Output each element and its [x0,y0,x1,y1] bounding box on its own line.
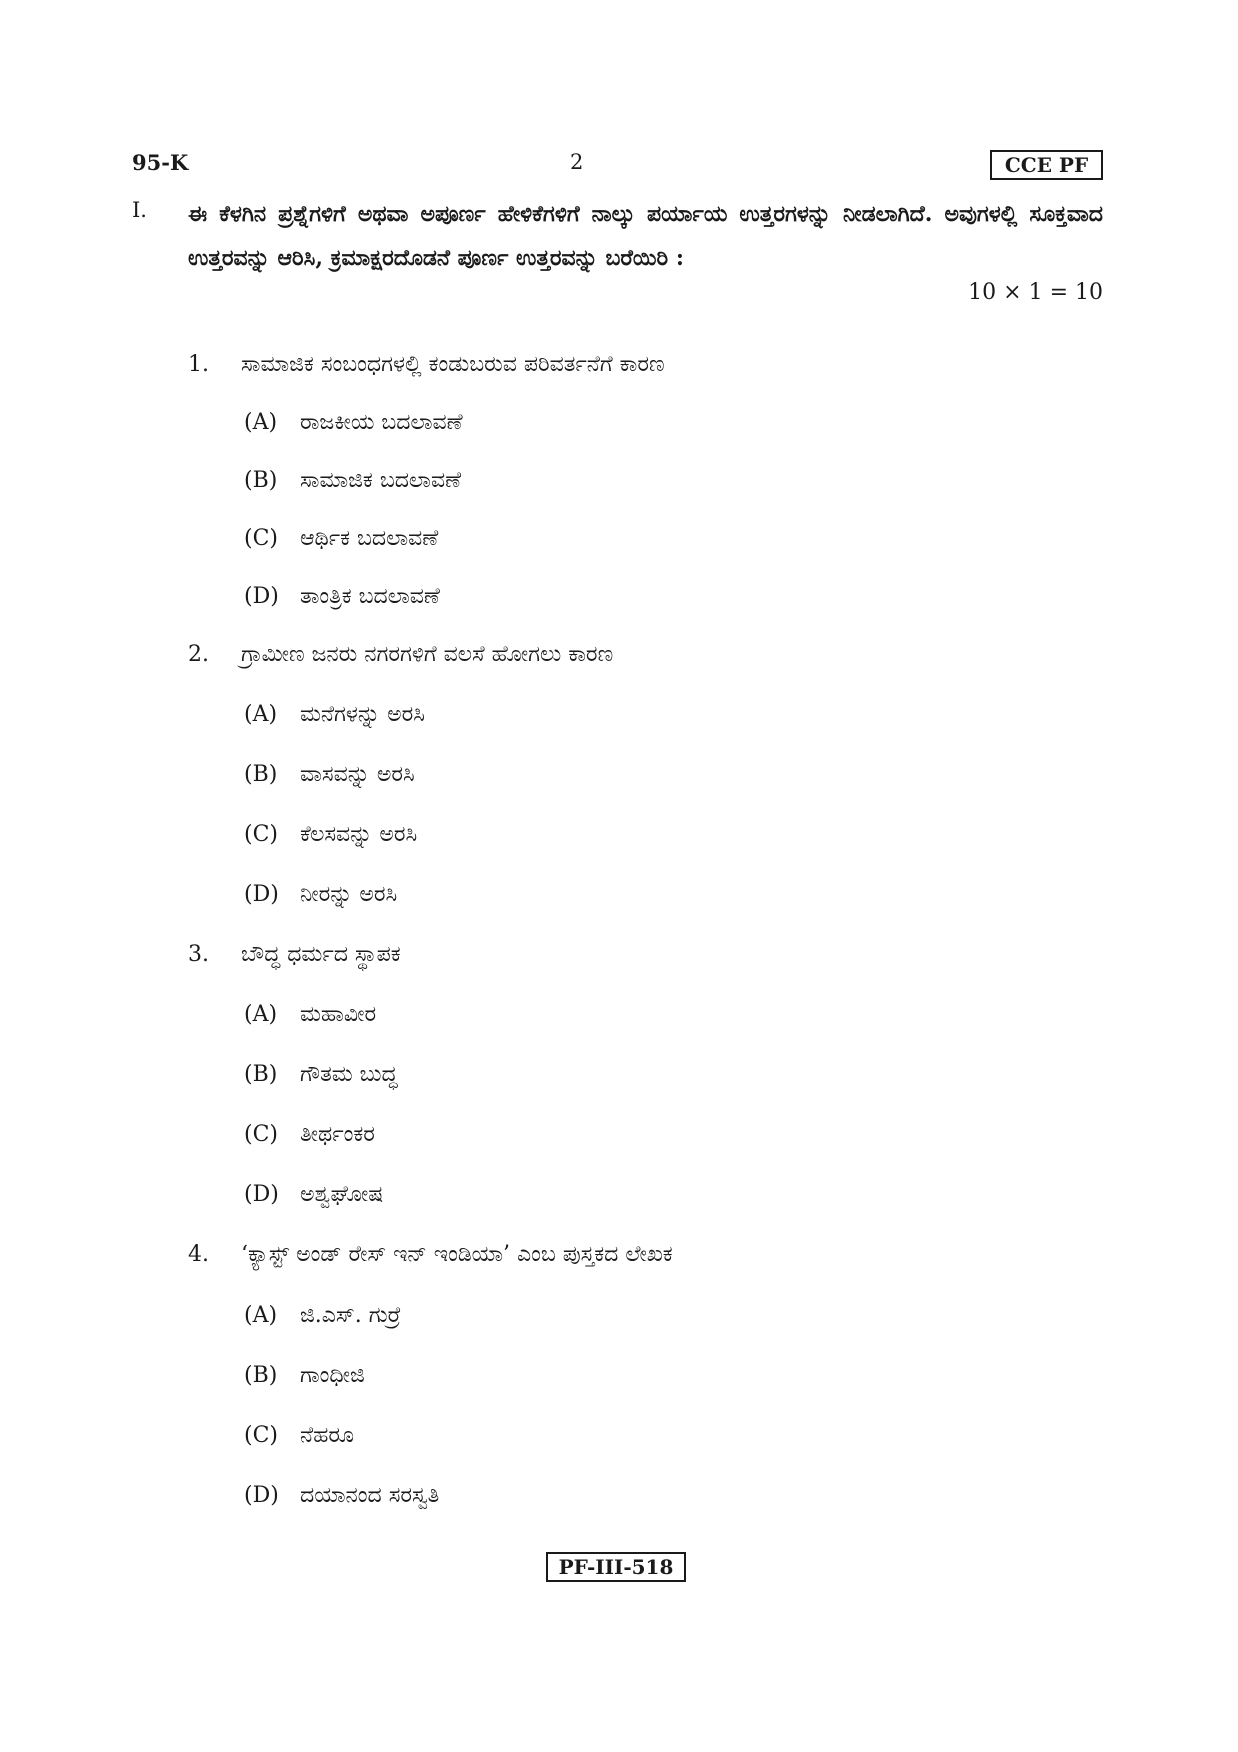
question-text: ‘ಕ್ಯಾಸ್ಟ್ ಅಂಡ್ ರೇಸ್ ಇನ್ ಇಂಡಿಯಾ’ ಎಂಬ ಪುಸ್ತಕದ ಲೇಖಕ [241,1242,673,1267]
option-text: ಜಿ.ಎಸ್. ಗುರ್ರೆ [300,1303,402,1328]
option-text: ಸಾಮಾಜಿಕ ಬದಲಾವಣೆ [300,468,462,493]
option-label: (A) [244,1002,278,1027]
option-label: (C) [244,1423,278,1448]
option-label: (A) [244,1303,278,1328]
option-text: ಮಹಾವೀರ [300,1002,377,1027]
section-number: I. [132,198,147,222]
option-label: (C) [244,1122,278,1147]
option-text: ಆರ್ಥಿಕ ಬದಲಾವಣೆ [300,526,439,551]
footer-code-box: PF-III-518 [546,1552,686,1582]
option-label: (D) [244,1182,279,1207]
option-text: ಗಾಂಧೀಜಿ [300,1363,365,1388]
question-number: 2. [188,642,209,667]
question-text: ಸಾಮಾಜಿಕ ಸಂಬಂಧಗಳಲ್ಲಿ ಕಂಡುಬರುವ ಪರಿವರ್ತನೆಗೆ ಕಾರಣ [241,352,665,377]
option-label: (C) [244,526,278,551]
option-label: (A) [244,702,278,727]
question-text: ಬೌದ್ಧ ಧರ್ಮದ ಸ್ಥಾಪಕ [241,942,401,967]
option-text: ದಯಾನಂದ ಸರಸ್ವತಿ [300,1483,440,1508]
option-label: (B) [244,468,278,493]
option-label: (B) [244,1363,278,1388]
option-text: ರಾಜಕೀಯ ಬದಲಾವಣೆ [300,410,463,435]
series-box: CCE PF [990,150,1103,180]
section-marks: 10 × 1 = 10 [968,280,1103,305]
option-label: (B) [244,1062,278,1087]
option-text: ತಾಂತ್ರಿಕ ಬದಲಾವಣೆ [300,584,440,609]
option-text: ನೀರನ್ನು ಅರಸಿ [300,882,398,907]
question-number: 1. [188,352,209,377]
option-label: (A) [244,410,278,435]
option-text: ತೀರ್ಥಂಕರ [300,1122,375,1147]
option-text: ಗೌತಮ ಬುದ್ಧ [300,1062,398,1087]
page-number: 2 [570,150,584,174]
question-number: 4. [188,1242,209,1267]
option-text: ಅಶ್ವಘೋಷ [300,1182,384,1207]
question-text: ಗ್ರಾಮೀಣ ಜನರು ನಗರಗಳಿಗೆ ವಲಸೆ ಹೋಗಲು ಕಾರಣ [241,642,614,667]
option-text: ಮನೆಗಳನ್ನು ಅರಸಿ [300,702,425,727]
paper-code: 95-K [132,150,189,175]
option-label: (D) [244,584,279,609]
section-instruction: ಈ ಕೆಳಗಿನ ಪ್ರಶ್ನೆಗಳಿಗೆ ಅಥವಾ ಅಪೂರ್ಣ ಹೇಳಿಕೆಗಳಿಗೆ ನಾಲ್ಕು ಪರ್ಯಾಯ ಉತ್ತರಗಳನ್ನು ನೀಡಲಾಗಿದೆ. ಅವುಗಳಲ್ಲಿ ಸೂಕ್ತವಾದ ಉತ್ತರವನ್ನು ಆರಿಸಿ, ಕ್ರಮಾಕ್ಷರದೊಡನೆ ಪೂರ್ಣ ಉತ್ತರವನ್ನು ಬರೆಯಿರಿ : [188,201,1103,271]
option-label: (C) [244,822,278,847]
option-text: ಕೆಲಸವನ್ನು ಅರಸಿ [300,822,418,847]
option-label: (B) [244,762,278,787]
option-label: (D) [244,1483,279,1508]
option-text: ನೆಹರೂ [300,1423,355,1448]
option-text: ವಾಸವನ್ನು ಅರಸಿ [300,762,415,787]
option-label: (D) [244,882,279,907]
question-number: 3. [188,942,209,967]
